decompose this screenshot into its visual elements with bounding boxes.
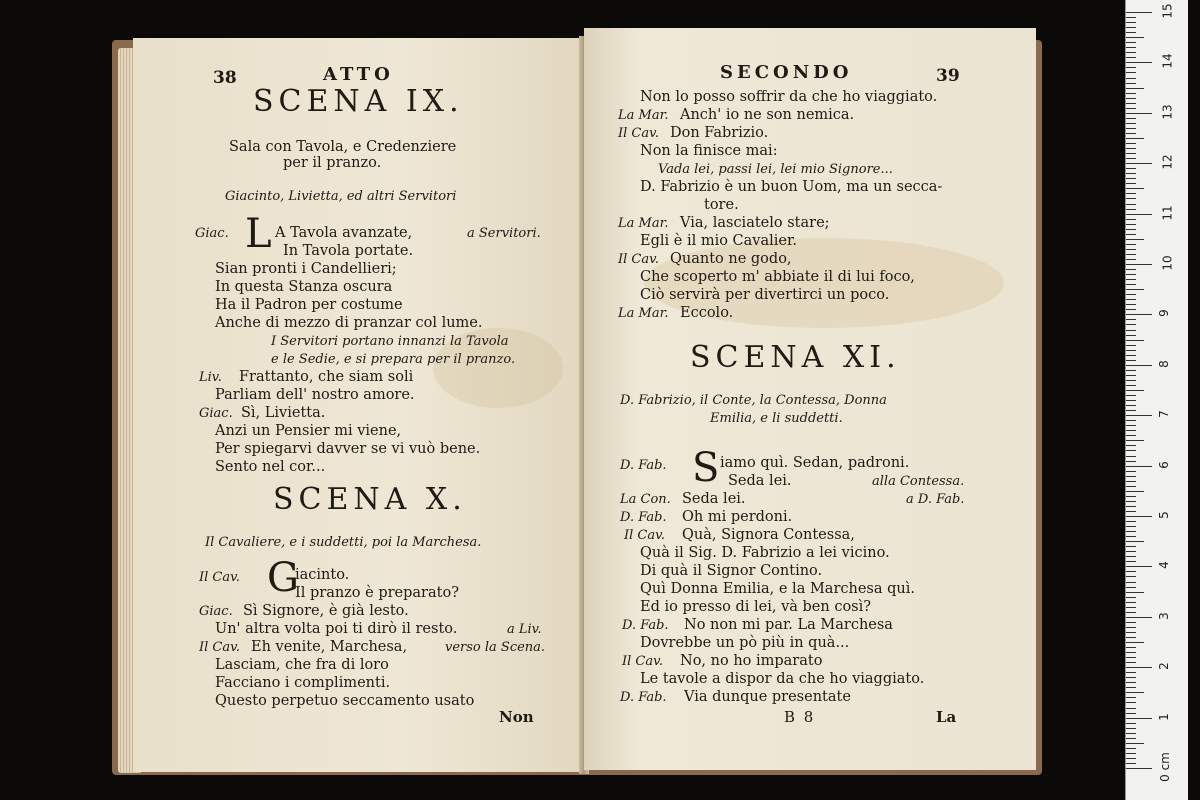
speaker: Liv. [199, 370, 222, 385]
ruler-tick [1126, 17, 1136, 18]
scene-characters: Giacinto, Livietta, ed altri Servitori [225, 189, 457, 204]
ruler-number: 13 [1160, 104, 1175, 120]
page-number: 38 [213, 68, 237, 88]
dialogue-text: Don Fabrizio. [670, 125, 769, 141]
dialogue-line [624, 526, 665, 545]
dialogue-line [618, 124, 659, 143]
ruler-tick [1126, 214, 1152, 215]
dialogue-text: Non la finisce mai: [640, 143, 778, 159]
ruler-tick [1126, 748, 1136, 749]
ruler-tick [1126, 390, 1144, 391]
ruler-tick [1126, 582, 1136, 583]
ruler-number: 6 [1156, 460, 1171, 469]
speaker: La Con. [620, 492, 671, 507]
dialogue-line [620, 490, 671, 509]
ruler-tick [1126, 430, 1136, 431]
ruler-tick [1126, 667, 1152, 668]
dialogue-text: Anch' io ne son nemica. [680, 107, 855, 123]
drop-cap: S [692, 445, 720, 491]
ruler-tick [1126, 314, 1152, 315]
dialogue-text: Quì Donna Emilia, e la Marchesa quì. [640, 581, 915, 597]
speaker: Il Cav. [622, 654, 664, 669]
ruler-tick [1126, 133, 1136, 134]
ruler-tick [1126, 98, 1136, 99]
speaker: Il Cav. [624, 528, 666, 543]
ruler-number: 12 [1160, 154, 1175, 170]
ruler-tick [1126, 526, 1136, 527]
ruler-tick [1126, 32, 1136, 33]
ruler-tick [1126, 345, 1136, 346]
ruler-tick [1126, 738, 1136, 739]
ruler-tick [1126, 365, 1152, 366]
dialogue-line [618, 250, 659, 269]
stage-direction: e le Sedie, e si prepara per il pranzo. [271, 352, 516, 367]
speaker: La Mar. [618, 216, 669, 231]
ruler-tick [1126, 335, 1136, 336]
ruler-tick [1126, 627, 1136, 628]
speaker: D. Fab. [620, 458, 667, 473]
ruler-tick [1126, 415, 1152, 416]
ruler-tick [1126, 244, 1136, 245]
ruler-tick [1126, 440, 1144, 441]
scene-heading: SCENA XI. [690, 340, 901, 375]
speaker: La Mar. [618, 306, 669, 321]
ruler-tick [1126, 617, 1152, 618]
dialogue-text: Di quà il Signor Contino. [640, 563, 823, 579]
ruler-tick [1126, 355, 1136, 356]
running-head: ATTO [323, 64, 394, 85]
dialogue-text: Eh venite, Marchesa, [251, 639, 408, 655]
ruler-tick [1126, 682, 1136, 683]
ruler-tick [1126, 113, 1152, 114]
ruler-tick [1126, 758, 1136, 759]
stage-direction: a D. Fab. [906, 492, 965, 507]
ruler-tick [1126, 602, 1136, 603]
ruler-tick [1126, 718, 1152, 719]
ruler-tick [1126, 234, 1136, 235]
ruler-number: 10 [1160, 255, 1175, 271]
ruler-tick [1126, 143, 1136, 144]
speaker: D. Fab. [620, 690, 667, 705]
ruler-tick [1126, 72, 1136, 73]
ruler-tick [1126, 67, 1136, 68]
speaker: D. Fab. [622, 618, 669, 633]
scene-setting: Sala con Tavola, e Credenziere [229, 139, 457, 155]
dialogue-line [199, 602, 233, 621]
ruler-tick [1126, 496, 1136, 497]
ruler-tick [1126, 178, 1136, 179]
ruler-tick [1126, 561, 1136, 562]
ruler-tick [1126, 12, 1152, 13]
ruler-tick [1126, 193, 1136, 194]
ruler-tick [1126, 471, 1136, 472]
dialogue-text: Via, lasciatelo stare; [680, 215, 830, 231]
ruler-tick [1126, 516, 1152, 517]
signature-mark: B 8 [784, 708, 816, 726]
dialogue-text: Anzi un Pensier mi viene, [215, 423, 402, 439]
ruler-tick [1126, 304, 1136, 305]
ruler-tick [1126, 224, 1136, 225]
ruler-tick [1126, 702, 1136, 703]
ruler-tick [1126, 22, 1136, 23]
dialogue-text: Non lo posso soffrir da che ho viaggiato. [640, 89, 938, 105]
ruler-tick [1126, 385, 1136, 386]
dialogue-line [622, 616, 669, 635]
dialogue-text: In Tavola portate. [283, 243, 414, 259]
dialogue-text: Sì, Livietta. [241, 405, 326, 421]
drop-cap: L [245, 211, 272, 257]
ruler-tick [1126, 319, 1136, 320]
dialogue-text: Anche di mezzo di pranzar col lume. [215, 315, 483, 331]
dialogue-text: Per spiegarvi davver se vi vuò bene. [215, 441, 481, 457]
ruler-tick [1126, 299, 1136, 300]
dialogue-text: iacinto. [295, 567, 350, 583]
speaker: Il Cav. [618, 252, 660, 267]
ruler-tick [1126, 219, 1136, 220]
dialogue-text: Quanto ne godo, [670, 251, 792, 267]
dialogue-text: Lasciam, che fra di loro [215, 657, 389, 673]
catchword: Non [499, 708, 534, 726]
ruler-tick [1126, 672, 1136, 673]
speaker: Il Cav. [199, 640, 241, 655]
ruler-tick [1126, 380, 1136, 381]
ruler-tick [1126, 541, 1144, 542]
ruler-tick [1126, 198, 1136, 199]
ruler-tick [1126, 294, 1136, 295]
speaker: Giac. [199, 406, 233, 421]
dialogue-text: Ed io presso di lei, và ben così? [640, 599, 872, 615]
ruler-tick [1126, 491, 1144, 492]
ruler-tick [1126, 27, 1136, 28]
ruler-tick [1126, 546, 1136, 547]
ruler-tick [1126, 713, 1136, 714]
ruler-tick [1126, 360, 1136, 361]
ruler-tick [1126, 173, 1136, 174]
dialogue-text: Seda lei. [728, 473, 792, 489]
ruler-tick [1126, 733, 1136, 734]
dialogue-text: Che scoperto m' abbiate il di lui foco, [640, 269, 915, 285]
ruler-tick [1126, 511, 1136, 512]
dialogue-line [199, 368, 222, 387]
ruler-tick [1126, 657, 1136, 658]
ruler-tick [1126, 269, 1136, 270]
ruler-tick [1126, 204, 1136, 205]
ruler-number: 11 [1160, 204, 1175, 221]
ruler-tick [1126, 571, 1136, 572]
ruler-tick [1126, 395, 1136, 396]
ruler-number: 14 [1160, 53, 1175, 70]
dialogue-text: In questa Stanza oscura [215, 279, 393, 295]
ruler-tick [1126, 370, 1136, 371]
dialogue-line [620, 508, 667, 527]
ruler-tick [1126, 153, 1136, 154]
ruler-tick [1126, 607, 1136, 608]
ruler-tick [1126, 723, 1136, 724]
ruler-tick [1126, 209, 1136, 210]
dialogue-text: Il pranzo è preparato? [295, 585, 459, 601]
ruler-tick [1126, 42, 1136, 43]
ruler-tick [1126, 677, 1136, 678]
ruler-tick [1126, 148, 1136, 149]
ruler-tick [1126, 400, 1136, 401]
ruler-tick [1126, 551, 1136, 552]
ruler-tick [1126, 128, 1136, 129]
ruler-tick [1126, 188, 1144, 189]
ruler-tick [1126, 486, 1136, 487]
ruler-tick [1126, 576, 1136, 577]
dialogue-text: Via dunque presentate [684, 689, 851, 705]
ruler-tick [1126, 587, 1136, 588]
ruler-tick [1126, 259, 1136, 260]
dialogue-text: No, no ho imparato [680, 653, 823, 669]
dialogue-text: No non mi par. La Marchesa [684, 617, 893, 633]
ruler-tick [1126, 597, 1136, 598]
ruler-number: 3 [1156, 611, 1171, 620]
speaker: Giac. [195, 226, 229, 241]
ruler-tick [1126, 264, 1152, 265]
dialogue-text: Egli è il mio Cavalier. [640, 233, 797, 249]
ruler-tick [1126, 622, 1136, 623]
ruler-tick [1126, 138, 1144, 139]
ruler-tick [1126, 410, 1136, 411]
ruler-number: 9 [1156, 309, 1171, 318]
ruler-tick [1126, 642, 1144, 643]
ruler-tick [1126, 662, 1136, 663]
ruler-tick [1126, 350, 1136, 351]
ruler-tick [1126, 687, 1136, 688]
ruler-tick [1126, 279, 1136, 280]
ruler-tick [1126, 168, 1136, 169]
dialogue-line [199, 404, 233, 423]
ruler-tick [1126, 420, 1136, 421]
dialogue-text: Facciano i complimenti. [215, 675, 391, 691]
ruler-tick [1126, 697, 1136, 698]
dialogue-line [195, 224, 229, 243]
ruler-tick [1126, 123, 1136, 124]
ruler-tick [1126, 284, 1136, 285]
ruler-tick [1126, 461, 1136, 462]
dialogue-text: Eccolo. [680, 305, 734, 321]
page-number: 39 [936, 66, 960, 86]
ruler-tick [1126, 47, 1136, 48]
left-page [133, 38, 583, 772]
ruler-tick [1126, 728, 1136, 729]
scene-characters: Emilia, e li suddetti. [710, 411, 843, 426]
measuring-ruler [1125, 0, 1188, 800]
ruler-tick [1126, 405, 1136, 406]
ruler-tick [1126, 632, 1136, 633]
stage-direction: verso la Scena. [445, 640, 546, 655]
ruler-tick [1126, 708, 1136, 709]
stage-direction: alla Contessa. [872, 474, 965, 489]
ruler-tick [1126, 93, 1136, 94]
ruler-tick [1126, 556, 1136, 557]
ruler-tick [1126, 330, 1136, 331]
ruler-number: 15 [1160, 3, 1175, 19]
ruler-tick [1126, 83, 1136, 84]
speaker: D. Fab. [620, 510, 667, 525]
ruler-number: 2 [1156, 662, 1171, 671]
dialogue-line [618, 304, 669, 323]
ruler-tick [1126, 158, 1136, 159]
dialogue-text: D. Fabrizio è un buon Uom, ma un secca- [640, 179, 943, 195]
ruler-tick [1126, 37, 1144, 38]
ruler-tick [1126, 108, 1136, 109]
stage-direction: I Servitori portano innanzi la Tavola [271, 334, 509, 349]
ruler-tick [1126, 163, 1152, 164]
scene-characters: Il Cavaliere, e i suddetti, poi la Marchesa. [205, 535, 482, 550]
ruler-tick [1126, 289, 1144, 290]
dialogue-text: A Tavola avanzate, [275, 225, 413, 241]
ruler-number: 8 [1156, 359, 1171, 368]
ruler-tick [1126, 340, 1144, 341]
dialogue-text: Questo perpetuo seccamento usato [215, 693, 475, 709]
speaker: Il Cav. [618, 126, 660, 141]
ruler-tick [1126, 435, 1136, 436]
ruler-tick [1126, 481, 1136, 482]
ruler-tick [1126, 531, 1136, 532]
ruler-tick [1126, 57, 1136, 58]
ruler-tick [1126, 652, 1136, 653]
ruler-number: 0 cm [1157, 752, 1172, 782]
ruler-tick [1126, 229, 1136, 230]
dialogue-line [199, 638, 240, 657]
ruler-tick [1126, 309, 1136, 310]
ruler-number: 4 [1156, 561, 1171, 570]
dialogue-text: Sento nel cor... [215, 459, 326, 475]
ruler-tick [1126, 88, 1144, 89]
dialogue-text: Un' altra volta poi ti dirò il resto. [215, 621, 458, 637]
ruler-tick [1126, 521, 1136, 522]
ruler-tick [1126, 450, 1136, 451]
ruler-tick [1126, 612, 1136, 613]
dialogue-text: Parliam dell' nostro amore. [215, 387, 415, 403]
ruler-tick [1126, 768, 1152, 769]
ruler-tick [1126, 536, 1136, 537]
ruler-tick [1126, 375, 1136, 376]
dialogue-text: tore. [704, 197, 739, 213]
dialogue-text: Quà il Sig. D. Fabrizio a lei vicino. [640, 545, 890, 561]
speaker: Il Cav. [199, 570, 241, 585]
dialogue-text: Sì Signore, è già lesto. [243, 603, 409, 619]
dialogue-text: Dovrebbe un pò più in quà... [640, 635, 850, 651]
stage-direction: a Liv. [507, 622, 542, 637]
ruler-tick [1126, 692, 1144, 693]
scene-heading: SCENA X. [273, 482, 467, 517]
scene-setting: per il pranzo. [283, 155, 382, 171]
ruler-tick [1126, 647, 1136, 648]
ruler-tick [1126, 324, 1136, 325]
speaker: Giac. [199, 604, 233, 619]
dialogue-text: Frattanto, che siam soli [239, 369, 414, 385]
dialogue-line [620, 688, 667, 707]
running-head: SECONDO [720, 62, 853, 83]
dialogue-text: iamo quì. Sedan, padroni. [720, 455, 910, 471]
dialogue-text: Ha il Padron per costume [215, 297, 403, 313]
ruler-tick [1126, 274, 1136, 275]
dialogue-line [622, 652, 663, 671]
ruler-tick [1126, 753, 1136, 754]
dialogue-text: Ciò servirà per divertirci un poco. [640, 287, 890, 303]
stage-direction: a Servitori. [467, 226, 541, 241]
ruler-tick [1126, 103, 1136, 104]
ruler-tick [1126, 743, 1144, 744]
ruler-tick [1126, 466, 1152, 467]
dialogue-line [620, 456, 667, 475]
ruler-tick [1126, 118, 1136, 119]
ruler-tick [1126, 456, 1136, 457]
ruler-tick [1126, 637, 1136, 638]
ruler-number: 5 [1156, 511, 1171, 519]
ruler-tick [1126, 566, 1152, 567]
speaker: La Mar. [618, 108, 669, 123]
ruler-tick [1126, 239, 1144, 240]
ruler-tick [1126, 763, 1136, 764]
scene-characters: D. Fabrizio, il Conte, la Contessa, Donna [620, 393, 887, 408]
scene-heading: SCENA IX. [253, 84, 464, 119]
ruler-tick [1126, 183, 1136, 184]
dialogue-text: Oh mi perdoni. [682, 509, 793, 525]
dialogue-line [199, 568, 240, 587]
drop-cap: G [267, 555, 299, 601]
ruler-tick [1126, 501, 1136, 502]
ruler-tick [1126, 592, 1144, 593]
dialogue-text: Sian pronti i Candellieri; [215, 261, 397, 277]
ruler-tick [1126, 249, 1136, 250]
ruler-tick [1126, 476, 1136, 477]
ruler-number: 7 [1156, 410, 1171, 419]
dialogue-line [618, 106, 669, 125]
dialogue-line [618, 214, 669, 233]
dialogue-text: Le tavole a dispor da che ho viaggiato. [640, 671, 925, 687]
dialogue-text: Seda lei. [682, 491, 746, 507]
stage-direction: Vada lei, passi lei, lei mio Signore... [658, 162, 893, 177]
right-page [584, 28, 1036, 770]
ruler-tick [1126, 52, 1136, 53]
ruler-tick [1126, 506, 1136, 507]
ruler-tick [1126, 445, 1136, 446]
ruler-tick [1126, 62, 1152, 63]
catchword: La [936, 708, 957, 726]
dialogue-text: Quà, Signora Contessa, [682, 527, 855, 543]
ruler-tick [1126, 78, 1136, 79]
ruler-tick [1126, 254, 1136, 255]
ruler-tick [1126, 425, 1136, 426]
ruler-number: 1 [1156, 712, 1171, 721]
